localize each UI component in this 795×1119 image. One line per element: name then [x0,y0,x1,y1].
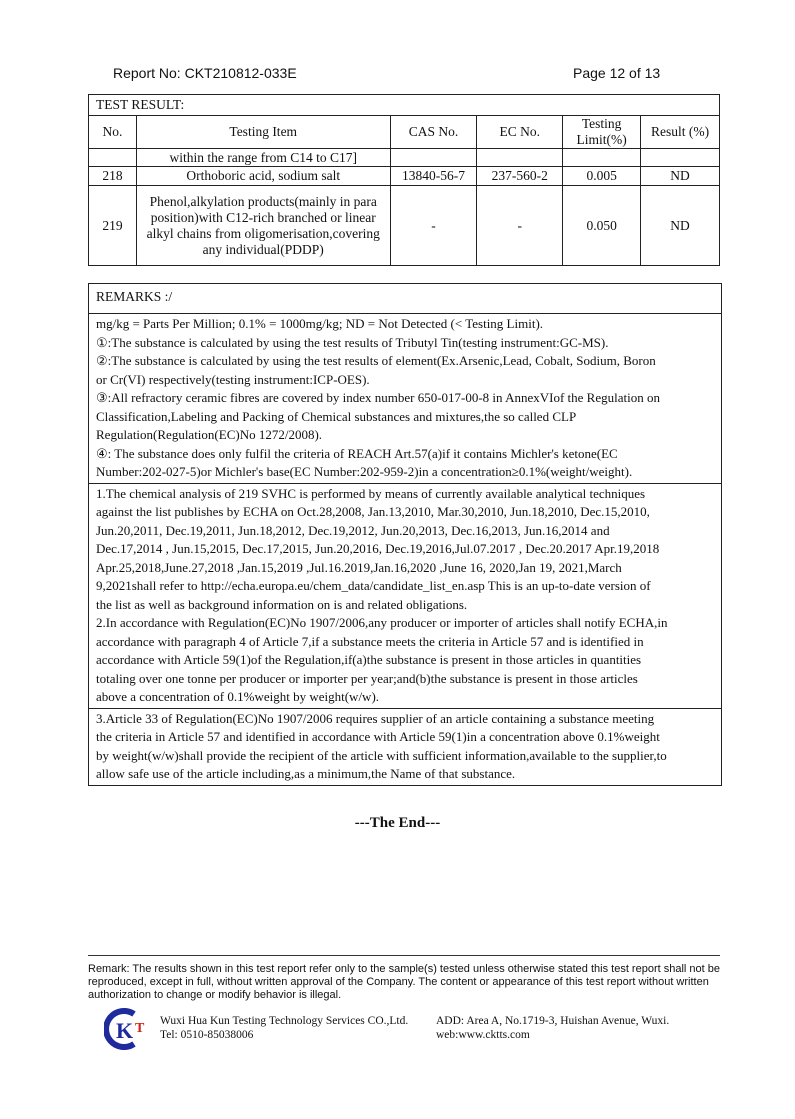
remark-line: 1.The chemical analysis of 219 SVHC is performed by means of currently available analytical techniques [96,485,646,501]
cell-no [89,149,137,167]
test-result-table [88,94,720,266]
cell-item: Phenol,alkylation products(mainly in para position)with C12-rich branched or linear alkyl chains from oligomerisation,covering any individual(PDDP) [136,186,390,266]
cell-limit: 0.005 [563,167,641,186]
table-row [89,186,720,266]
table-title: TEST RESULT: [89,95,720,116]
svg-text:K: K [116,1018,134,1043]
remark-line: Apr.25,2018,June.27,2018 ,Jan.15,2019 ,Jul.16.2019,Jan.16,2020 ,June 16, 2020,Jan 19, 2021,March [96,559,622,575]
cell-result: ND [641,167,720,186]
company-address [436,1014,669,1042]
svg-text:T: T [135,1021,145,1036]
remark-line: ③:All refractory ceramic fibres are covered by index number 650-017-00-8 in AnnexVIof the Regulation on [96,390,660,405]
remark-line: 9,2021shall refer to http://echa.europa.eu/chem_data/candidate_list_en.asp This is an up-to-date version of [96,578,651,593]
cell-cas [390,149,477,167]
company-name: Wuxi Hua Kun Testing Technology Services CO.,Ltd. [160,1015,409,1027]
cell-limit [563,149,641,167]
remark-line: accordance with paragraph 4 of Article 7,if a substance meets the criteria in Article 57 and is identified in [96,633,644,649]
page-number: Page 12 of 13 [573,65,661,81]
col-header-ec: EC No. [477,116,563,149]
remarks-notes [89,313,721,483]
remark-line: mg/kg = Parts Per Million; 0.1% = 1000mg/kg; ND = Not Detected (< Testing Limit). [96,316,544,331]
footer-remark: Remark: The results shown in this test report refer only to the sample(s) tested unless otherwise stated this test report shall not be reproduced, except in full, without written approval of the Company. The content or appearance of this test report without written authorization to change or modify behavior is illegal. [88,963,720,1001]
table-row [89,167,720,186]
remarks-paragraph-1-2 [89,483,721,708]
company-tel: Tel: 0510-85038006 [160,1029,254,1041]
report-number: Report No: CKT210812-033E [113,65,297,81]
col-header-cas: CAS No. [390,116,477,149]
cell-cas: - [390,186,477,266]
remark-line: or Cr(VI) respectively(testing instrument:ICP-OES). [96,371,370,387]
remarks-paragraph-3 [89,708,721,785]
remark-line: the list as well as background information on is and related obligations. [96,596,468,612]
the-end: ---The End--- [354,815,441,831]
col-header-limit: Testing Limit(%) [563,116,641,149]
remarks-title: REMARKS :/ [96,289,173,304]
remark-line: Jun.20,2011, Dec.19,2011, Jun.18,2012, Dec.19,2012, Jun.20,2013, Dec.16,2013, Jun.16,2014 and [96,522,610,538]
remarks-box [88,283,722,786]
remark-line: allow safe use of the article including,as a minimum,the Name of that substance. [96,766,516,781]
cell-no: 219 [89,186,137,266]
remark-line: ①:The substance is calculated by using the test results of Tributyl Tin(testing instrument:GC-MS). [96,334,609,350]
col-header-no: No. [89,116,137,149]
remark-line: Regulation(Regulation(EC)No 1272/2008). [96,427,323,442]
cell-item: Orthoboric acid, sodium salt [136,167,390,186]
col-header-result: Result (%) [641,116,720,149]
cell-no: 218 [89,167,137,186]
cell-ec: - [477,186,563,266]
remark-line: totaling over one tonne per producer or importer per year;and(b)the substance is present in those articles [96,670,638,686]
table-row [89,149,720,167]
remark-line: 3.Article 33 of Regulation(EC)No 1907/2006 requires supplier of an article containing a substance meeting [96,710,655,726]
remark-line: ②:The substance is calculated by using the test results of element(Ex.Arsenic,Lead, Cobalt, Sodium, Boron [96,353,656,368]
company-logo [104,1008,150,1050]
remark-line: accordance with Article 59(1)of the Regulation,if(a)the substance is present in those articles in quantities [96,652,642,667]
footer-divider [88,955,720,956]
website: web:www.cktts.com [436,1029,530,1041]
remark-line: by weight(w/w)shall provide the recipient of the article with sufficient information,available to the supplier,to [96,747,667,763]
col-header-item: Testing Item [136,116,390,149]
cell-result: ND [641,186,720,266]
address: ADD: Area A, No.1719-3, Huishan Avenue, Wuxi. [436,1015,670,1027]
cell-result [641,149,720,167]
cell-ec [477,149,563,167]
remark-line: above a concentration of 0.1%weight by weight(w/w). [96,689,380,704]
remark-line: Number:202-027-5)or Michler's base(EC Number:202-959-2)in a concentration≥0.1%(weight/weight). [96,464,633,479]
cell-item: within the range from C14 to C17] [136,149,390,167]
company-info [160,1014,408,1042]
remark-line: Classification,Labeling and Packing of Chemical substances and mixtures,the so called CLP [96,408,577,424]
remark-line: 2.In accordance with Regulation(EC)No 1907/2006,any producer or importer of articles shall notify ECHA,in [96,615,668,630]
remark-line: against the list publishes by ECHA on Oct.28,2008, Jan.13,2010, Mar.30,2010, Jun.18,2010, Dec.15,2010, [96,504,650,519]
remark-line: ④: The substance does only fulfil the criteria of REACH Art.57(a)if it contains Michler's ketone(EC [96,445,618,461]
cell-cas: 13840-56-7 [390,167,477,186]
cell-ec: 237-560-2 [477,167,563,186]
remark-line: the criteria in Article 57 and identified in accordance with Article 59(1)in a concentration above 0.1%weight [96,729,660,744]
remark-line: Dec.17,2014 , Jun.15,2015, Dec.17,2015, Jun.20,2016, Dec.19,2016,Jul.07.2017 , Dec.20.2017 Apr.19,2018 [96,541,660,556]
cell-limit: 0.050 [563,186,641,266]
